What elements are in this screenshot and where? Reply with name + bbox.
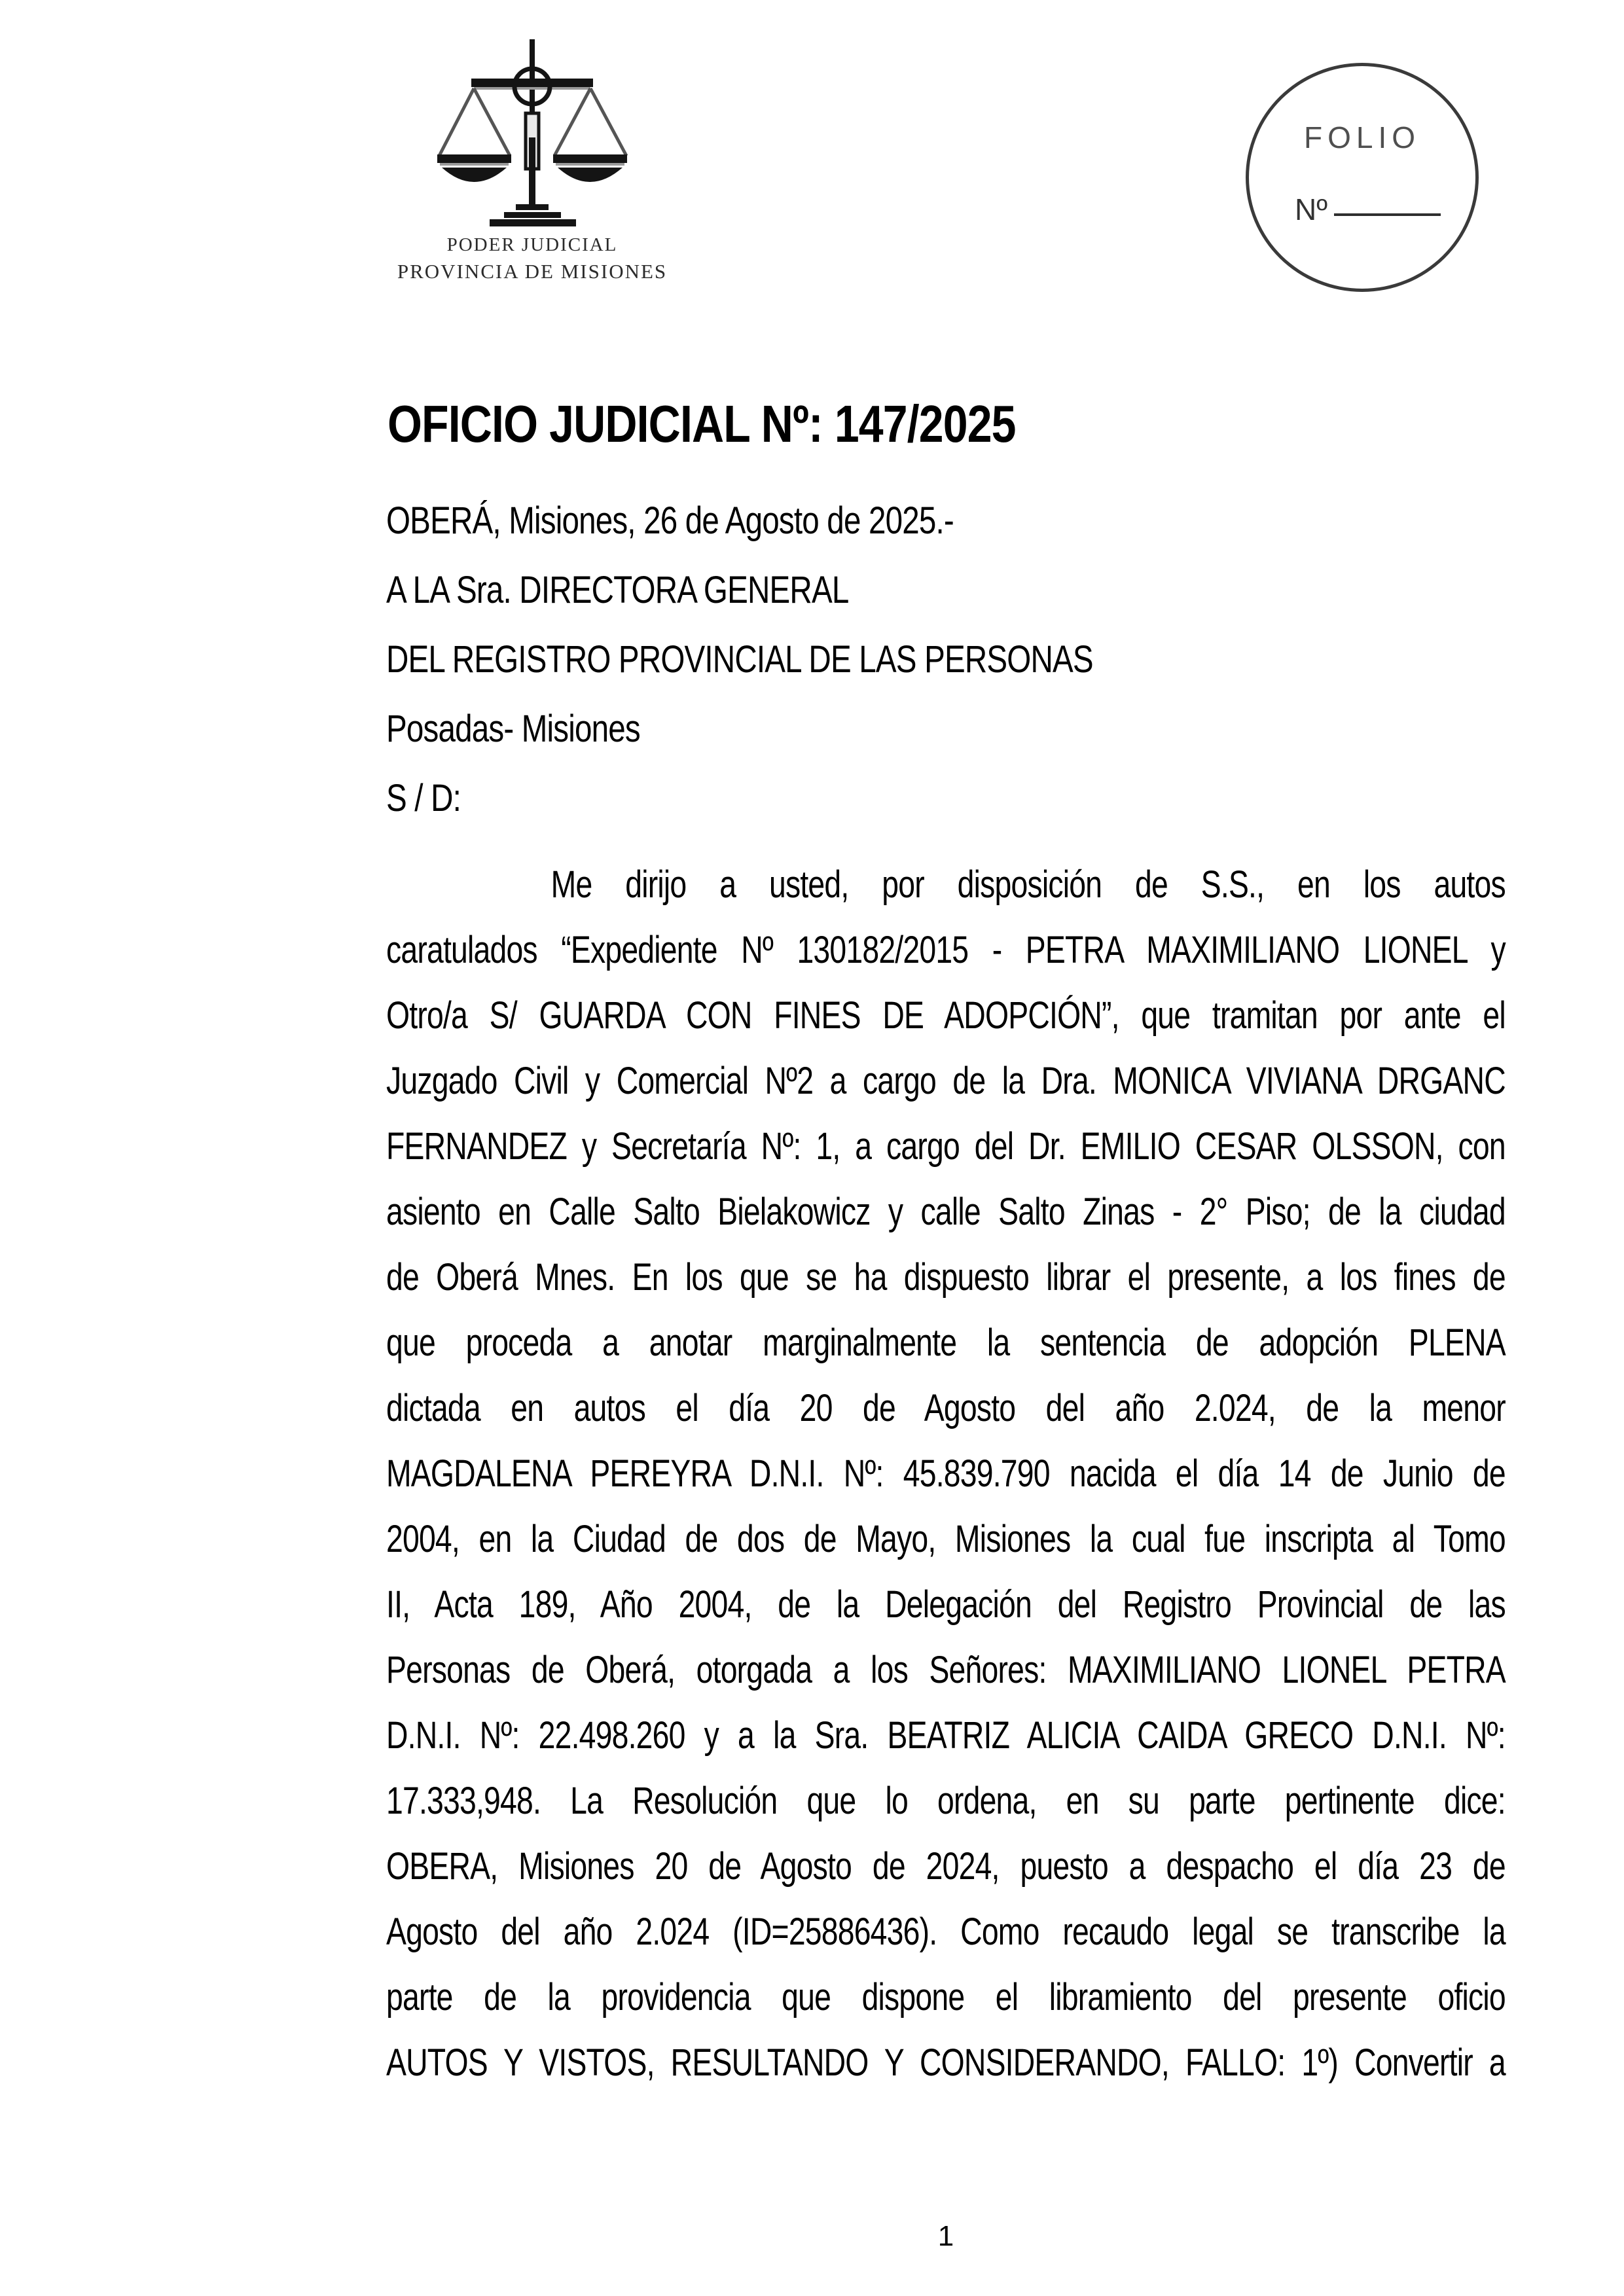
court-logo — [391, 39, 673, 283]
body-line: que proceda a anotar marginalmente la sentencia de adopción PLENA — [386, 1321, 1506, 1364]
body-line: 2004, en la Ciudad de dos de Mayo, Misiones la cual fue inscripta al Tomo — [386, 1518, 1506, 1560]
body-line: II, Acta 189, Año 2004, de la Delegación del Registro Provincial de las — [386, 1583, 1506, 1626]
body-paragraph — [386, 852, 1506, 2096]
recipient-line-1: A LA Sra. DIRECTORA GENERAL — [386, 569, 849, 611]
body-line: Juzgado Civil y Comercial Nº2 a cargo de la Dra. MONICA VIVIANA DRGANC — [386, 1060, 1506, 1102]
recipient-city: Posadas- Misiones — [386, 708, 640, 750]
folio-stamp — [1246, 63, 1479, 292]
recipient-line-2: DEL REGISTRO PROVINCIAL DE LAS PERSONAS — [386, 638, 1093, 681]
body-line: Otro/a S/ GUARDA CON FINES DE ADOPCIÓN”, que tramitan por ante el — [386, 994, 1506, 1037]
salutation: S / D: — [386, 777, 461, 819]
body-line: Me dirijo a usted, por disposición de S.S., en los autos — [550, 863, 1506, 906]
body-line: D.N.I. Nº: 22.498.260 y a la Sra. BEATRIZ ALICIA CAIDA GRECO D.N.I. Nº: — [386, 1714, 1506, 1757]
page-title — [388, 391, 1127, 457]
body-line: FERNANDEZ y Secretaría Nº: 1, a cargo del Dr. EMILIO CESAR OLSSON, con — [386, 1125, 1506, 1168]
logo-org-name: PODER JUDICIAL — [446, 234, 618, 255]
body-line: Agosto del año 2.024 (ID=25886436). Como recaudo legal se transcribe la — [386, 1910, 1506, 1953]
body-line: MAGDALENA PEREYRA D.N.I. Nº: 45.839.790 nacida el día 14 de Junio de — [386, 1452, 1506, 1495]
body-line: 17.333,948. La Resolución que lo ordena, en su parte pertinente dice: — [386, 1780, 1506, 1822]
body-line: caratulados “Expediente Nº 130182/2015 - PETRA MAXIMILIANO LIONEL y — [386, 929, 1506, 971]
body-line: AUTOS Y VISTOS, RESULTANDO Y CONSIDERANDO, FALLO: 1º) Convertir a — [386, 2041, 1506, 2084]
body-line: de Oberá Mnes. En los que se ha dispuesto librar el presente, a los fines de — [386, 1256, 1506, 1299]
logo-org-region: PROVINCIA DE MISIONES — [397, 260, 668, 283]
body-line: OBERA, Misiones 20 de Agosto de 2024, puesto a despacho el día 23 de — [386, 1845, 1506, 1888]
folio-number-row — [1295, 192, 1441, 227]
body-line: Personas de Oberá, otorgada a los Señores: MAXIMILIANO LIONEL PETRA — [386, 1649, 1506, 1691]
folio-number-prefix: Nº — [1295, 192, 1328, 226]
page-title-text: OFICIO JUDICIAL Nº: 147/2025 — [388, 395, 1016, 453]
page-number: 1 — [937, 2220, 954, 2252]
body-line: asiento en Calle Salto Bielakowicz y calle Salto Zinas - 2° Piso; de la ciudad — [386, 1191, 1506, 1233]
folio-label: FOLIO — [1303, 120, 1421, 154]
body-line: parte de la providencia que dispone el libramiento del presente oficio — [386, 1976, 1506, 2018]
dateline: OBERÁ, Misiones, 26 de Agosto de 2025.- — [386, 499, 954, 542]
folio-number-blank-line — [1334, 213, 1441, 216]
address-block — [386, 486, 1506, 833]
scales-of-justice-icon — [424, 39, 640, 229]
body-line: dictada en autos el día 20 de Agosto del año 2.024, de la menor — [386, 1387, 1506, 1429]
